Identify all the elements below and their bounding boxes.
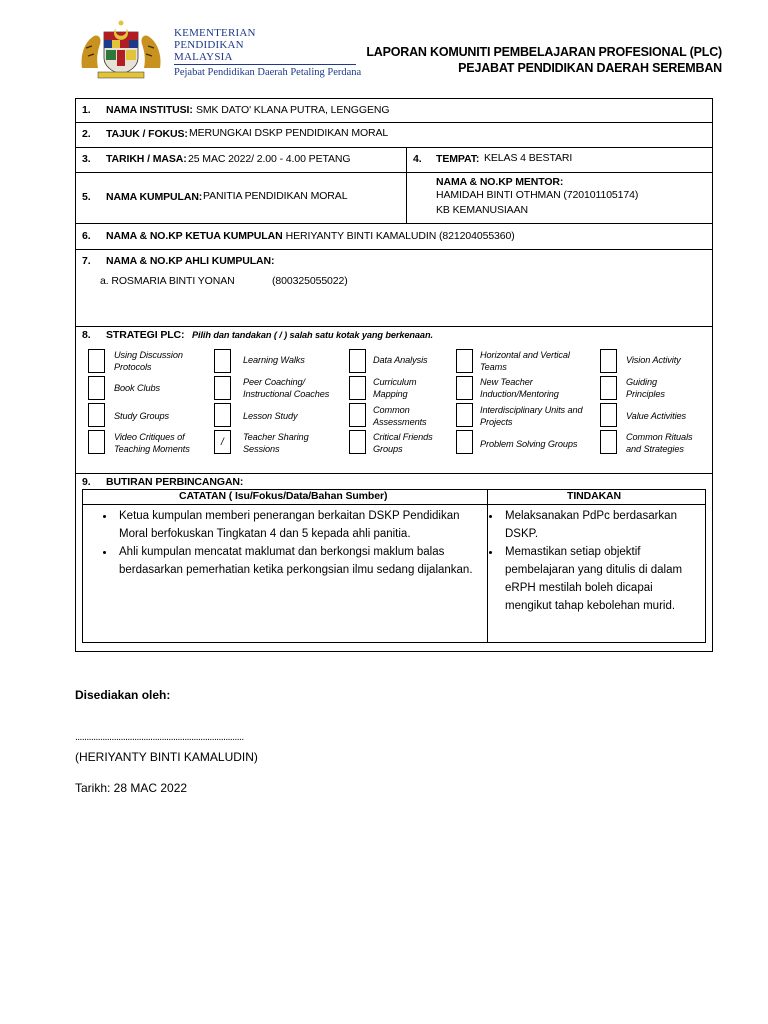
member-id: (800325055022) <box>272 275 348 287</box>
strategy-checkbox[interactable] <box>600 403 617 427</box>
strategy-option: Curriculum Mapping <box>373 377 417 399</box>
coat-of-arms-icon <box>76 18 166 80</box>
strategy-checkbox[interactable] <box>349 430 366 454</box>
strategy-option: Lesson Study <box>243 411 298 421</box>
note-item: • Ahli kumpulan mencatat maklumat dan berkongsi maklum balas berdasarkan pemerhatian ketika perkongsian ilmu sedang dijalankan. <box>115 543 477 579</box>
date-time-label: TARIKH / MASA: <box>106 153 187 165</box>
report-title: LAPORAN KOMUNITI PEMBELAJARAN PROFESIONAL (PLC) <box>366 45 722 59</box>
note-item: • Ketua kumpulan memberi penerangan berkaitan DSKP Pendidikan Moral berfokuskan Tingkatan 4 dan 5 kepada ahli panitia. <box>115 507 477 543</box>
ministry-name-line-2: PENDIDIKAN <box>174 39 244 51</box>
topic-value: MERUNGKAI DSKP PENDIDIKAN MORAL <box>189 127 389 139</box>
ministry-name-line-3: MALAYSIA <box>174 51 233 63</box>
strategy-option: Teacher Sharing Sessions <box>243 432 309 454</box>
preparer-name: (HERIYANTY BINTI KAMALUDIN) <box>75 750 258 764</box>
strategy-checkbox[interactable] <box>88 376 105 400</box>
strategy-option: Problem Solving Groups <box>480 439 578 449</box>
strategy-checkbox[interactable] <box>456 430 473 454</box>
strategy-option: Common Rituals and Strategies <box>626 432 693 454</box>
strategy-option: Learning Walks <box>243 355 305 365</box>
strategy-option: Guiding Principles <box>626 377 665 399</box>
row-divider <box>76 147 712 148</box>
selected-check-mark: / <box>221 437 224 448</box>
strategy-checkbox[interactable] <box>456 376 473 400</box>
field-number: 5. <box>82 191 91 203</box>
group-name-label: NAMA KUMPULAN: <box>106 191 203 203</box>
row-divider <box>76 122 712 123</box>
action-item: • Memastikan setiap objektif pembelajaran yang ditulis di dalam eRPH mestilah boleh dicapai mengikut tahap kebolehan murid. <box>501 543 701 615</box>
row-divider <box>76 249 712 250</box>
field-number: 9. <box>82 476 91 488</box>
ministry-name-line-1: KEMENTERIAN <box>174 27 256 39</box>
strategy-checkbox[interactable] <box>600 376 617 400</box>
group-leader-value: : HERIYANTY BINTI KAMALUDIN (821204055360) <box>280 230 515 242</box>
field-number: 4. <box>413 153 422 165</box>
strategy-instruction: Pilih dan tandakan ( / ) salah satu kotak yang berkenaan. <box>192 330 433 340</box>
strategy-checkbox[interactable] <box>214 376 231 400</box>
member-name: a. ROSMARIA BINTI YONAN <box>100 275 235 287</box>
plc-report-form <box>75 98 713 652</box>
strategy-option: Study Groups <box>114 411 169 421</box>
header-divider <box>83 504 705 505</box>
row-divider <box>76 473 712 474</box>
notes-column-header: CATATAN ( Isu/Fokus/Data/Bahan Sumber) <box>179 490 388 502</box>
row-divider <box>76 326 712 327</box>
discussion-label: BUTIRAN PERBINCANGAN: <box>106 476 244 488</box>
strategy-checkbox-selected[interactable] <box>214 430 231 454</box>
group-name-value: PANITIA PENDIDIKAN MORAL <box>203 190 348 202</box>
strategy-checkbox[interactable] <box>349 376 366 400</box>
institution-value: SMK DATO' KLANA PUTRA, LENGGENG <box>196 104 390 116</box>
district-office-name: Pejabat Pendidikan Daerah Petaling Perdana <box>174 67 362 78</box>
strategy-checkbox[interactable] <box>600 349 617 373</box>
field-number: 6. <box>82 230 91 242</box>
report-date: Tarikh: 28 MAC 2022 <box>75 781 188 795</box>
field-number: 8. <box>82 329 91 341</box>
strategy-option: Interdisciplinary Units and Projects <box>480 405 583 427</box>
actions-cell <box>477 507 701 615</box>
row-divider <box>76 223 712 224</box>
group-members-label: NAMA & NO.KP AHLI KUMPULAN: <box>106 255 275 267</box>
strategy-label: STRATEGI PLC: <box>106 329 185 341</box>
strategy-checkbox[interactable] <box>456 403 473 427</box>
venue-value: KELAS 4 BESTARI <box>484 152 573 164</box>
strategy-option: Peer Coaching/ Instructional Coaches <box>243 377 330 399</box>
strategy-checkbox[interactable] <box>88 403 105 427</box>
venue-label: TEMPAT: <box>436 153 480 165</box>
strategy-checkbox[interactable] <box>88 349 105 373</box>
mentor-name-id: HAMIDAH BINTI OTHMAN (720101105174) <box>436 189 639 201</box>
report-subtitle: PEJABAT PENDIDIKAN DAERAH SEREMBAN <box>458 61 722 75</box>
strategy-option: Vision Activity <box>626 355 681 365</box>
strategy-option: Critical Friends Groups <box>373 432 433 454</box>
field-number: 2. <box>82 128 91 140</box>
strategy-option: Video Critiques of Teaching Moments <box>114 432 190 454</box>
strategy-option: Horizontal and Vertical Teams <box>480 350 570 372</box>
field-number: 1. <box>82 104 91 116</box>
strategy-checkbox[interactable] <box>349 403 366 427</box>
mentor-label: NAMA & NO.KP MENTOR: <box>436 176 564 188</box>
strategy-checkbox[interactable] <box>214 403 231 427</box>
column-divider <box>406 147 407 223</box>
strategy-option: Book Clubs <box>114 383 160 393</box>
mentor-unit: KB KEMANUSIAAN <box>436 204 528 216</box>
field-number: 7. <box>82 255 91 267</box>
strategy-option: Value Activities <box>626 411 687 421</box>
discussion-table <box>82 489 706 643</box>
field-number: 3. <box>82 153 91 165</box>
group-leader-label: NAMA & NO.KP KETUA KUMPULAN <box>106 230 283 242</box>
logo-divider <box>174 64 356 65</box>
date-time-value: 25 MAC 2022/ 2.00 - 4.00 PETANG <box>188 153 351 165</box>
strategy-checkbox[interactable] <box>600 430 617 454</box>
strategy-checkbox[interactable] <box>349 349 366 373</box>
ministry-logo <box>76 18 362 82</box>
topic-label: TAJUK / FOKUS: <box>106 128 188 140</box>
strategy-checkbox[interactable] <box>214 349 231 373</box>
strategy-option: Common Assessments <box>373 405 427 427</box>
institution-label: NAMA INSTITUSI: <box>106 104 193 116</box>
strategy-checkbox[interactable] <box>88 430 105 454</box>
prepared-by-label: Disediakan oleh: <box>75 688 171 702</box>
strategy-option: New Teacher Induction/Mentoring <box>480 377 559 399</box>
action-item: • Melaksanakan PdPc berdasarkan DSKP. <box>501 507 701 543</box>
strategy-option: Using Discussion Protocols <box>114 350 183 372</box>
strategy-checkbox[interactable] <box>456 349 473 373</box>
signature-line: .......................................................................... <box>75 732 244 743</box>
notes-cell <box>91 507 477 579</box>
actions-column-header: TINDAKAN <box>567 490 622 502</box>
strategy-option: Data Analysis <box>373 355 428 365</box>
row-divider <box>76 172 712 173</box>
